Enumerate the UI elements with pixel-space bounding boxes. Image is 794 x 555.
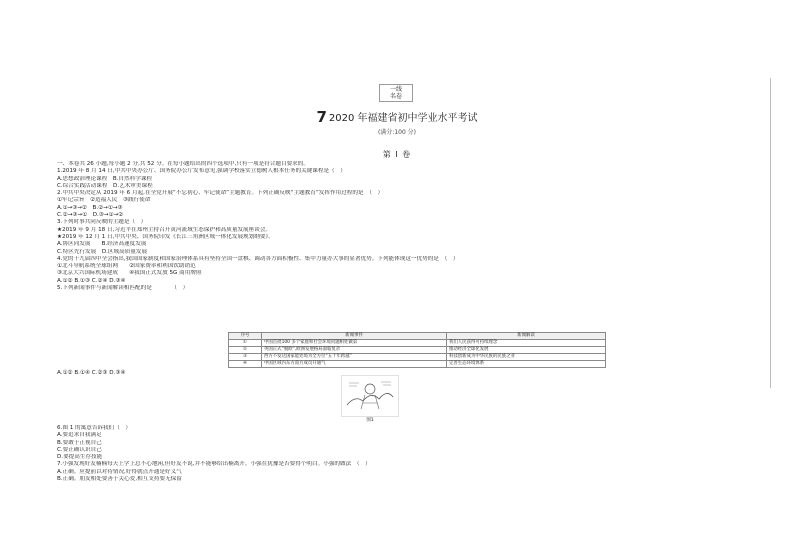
table-row xyxy=(229,361,606,368)
col-header-number: 序号 xyxy=(229,333,262,340)
table-cell: 完善生态环境体系 xyxy=(447,361,606,368)
text-line: A.①② B.①③ C.②④ D.③④ xyxy=(57,277,126,284)
text-line: ①北斗导航系统全球组网 ②国家费率和利国饮助销范 xyxy=(57,263,196,270)
text-line: A.要追求自我满足 xyxy=(57,432,102,439)
text-line: 1.2019 年 8 月 14 日,中共中央办公厅、国务院办公厅发布意见,强调学校落实立德树人根本任务的关键课程是（ ） xyxy=(57,168,346,175)
text-line: 5.下列新闻事件与新闻解读相匹配的是 （ ） xyxy=(57,285,189,292)
text-line: B.正确。朋友相处要善于关心爱,相互支持要无保留 xyxy=(57,476,182,483)
text-line: B.要敢于正视自己 xyxy=(57,439,102,446)
table-cell: ③ xyxy=(229,354,262,361)
stamp-line-1: 一线 xyxy=(389,86,402,93)
table-cell: ② xyxy=(229,347,262,354)
text-line: 3.下列时事共同反映的主题是（ ） xyxy=(57,219,147,226)
text-line: 7.小强发现好友楠楠每天上学上总不心地闲,但好友不说,并不能够给出楠离开。小强在犹豫是否要得个明白。小强的做法 （ ） xyxy=(57,461,371,468)
table-cell: ① xyxy=(229,340,262,347)
text-line: C.特区先行发展 D.区域高质量发展 xyxy=(57,248,148,255)
cartoon-figure xyxy=(341,375,399,417)
text-line: A.思想政治理论课程 B.自然科学课程 xyxy=(57,175,153,182)
table-cell: 我们人民获得可持续理念 xyxy=(447,340,606,347)
table-cell: 中国区域内东方南方成员开通气 xyxy=(262,361,447,368)
text-line: ③北京大兴国际机场建成 ④我国正式发放 5G 商用牌照 xyxy=(57,270,202,277)
table-row xyxy=(229,347,606,354)
table-cell: 西方不发达国家能处境为全方位“五十年跨越” xyxy=(262,354,447,361)
news-table xyxy=(228,332,606,368)
text-line: C.综合实践活动课程 D.艺术审美课程 xyxy=(57,182,153,189)
stamp-line-2: 名卷 xyxy=(389,93,402,100)
text-line: 2.中共中央决定从 2019 年 6 月起,在全党开展“不忘初心、牢记使命”主题教育。下列正确反映“主题教育”发挥作用过程的是 （ ） xyxy=(57,190,384,197)
exam-title-text: 2020 年福建省初中学业水平考试 xyxy=(328,113,478,124)
text-line: 4.党的十九届四中全会指出,我国国家制度和国家治理体系具有坚持全国一盘棋、调动各方面积极性、集中力量办大事的显著优势。下列能体现这一优势的是 （ ） xyxy=(57,255,459,262)
text-line: D.要提高生存技能 xyxy=(57,454,103,461)
full-score-note: (满分:100 分) xyxy=(377,129,417,136)
text-line: 6.图 1 的寓意告诉我们（ ） xyxy=(57,425,131,431)
exam-title xyxy=(0,110,794,126)
table-cell: 英国正式“脱欧”,欧洲发展格局面临复杂 xyxy=(262,347,447,354)
text-line: A.协区同发展 B.经济高速度发展 xyxy=(57,241,147,248)
text-line: C.②→③→① D.③→①→② xyxy=(57,212,124,219)
question-block-1 xyxy=(57,161,757,292)
question-block-2 xyxy=(57,425,757,483)
text-line: ★2019 年 12 月 1 日,中共中央、国务院印发《长江三角洲区域一体化发展规划纲要》。 xyxy=(57,233,274,240)
text-line: C.要正确认识自己 xyxy=(57,446,102,453)
paper-number: 7 xyxy=(316,108,327,126)
publisher-stamp xyxy=(379,84,413,102)
table-row xyxy=(229,354,606,361)
col-header-interpretation: 新闻解读 xyxy=(447,333,606,340)
text-line: A.①→③→② B.②→①→③ xyxy=(57,204,123,211)
table-header-row xyxy=(229,333,606,340)
figure-caption: 图1 xyxy=(366,418,374,423)
table-cell: 中国首批100 多个家庭和社会环境问题相处做第 xyxy=(262,340,447,347)
table-cell: ④ xyxy=(229,361,262,368)
text-line: A.正确。应提前以对待情况,好得就点开通是好义气 xyxy=(57,468,182,475)
col-header-event: 新闻事件 xyxy=(262,333,447,340)
text-line: ①牢记宗旨 ②造福人民 ③践行使命 xyxy=(57,197,151,204)
table-cell: 推动经济全球化发展 xyxy=(447,347,606,354)
section-heading: 第 Ⅰ 卷 xyxy=(382,150,412,159)
question-5-options: A.①② B.①④ C.②③ D.③④ xyxy=(57,370,126,376)
text-line: ★2019 年 9 月 18 日,习近平在郑州主持召开黄河流域生态保护和高质量发展座谈会。 xyxy=(57,226,272,233)
table-row xyxy=(229,340,606,347)
table-cell: 科技创新成为中华民族的民族之业 xyxy=(447,354,606,361)
text-line: 一、本卷共 26 小题,每小题 2 分,共 52 分。在每小题给出的四个选项中,只有一项是符合题目要求的。 xyxy=(57,161,309,167)
